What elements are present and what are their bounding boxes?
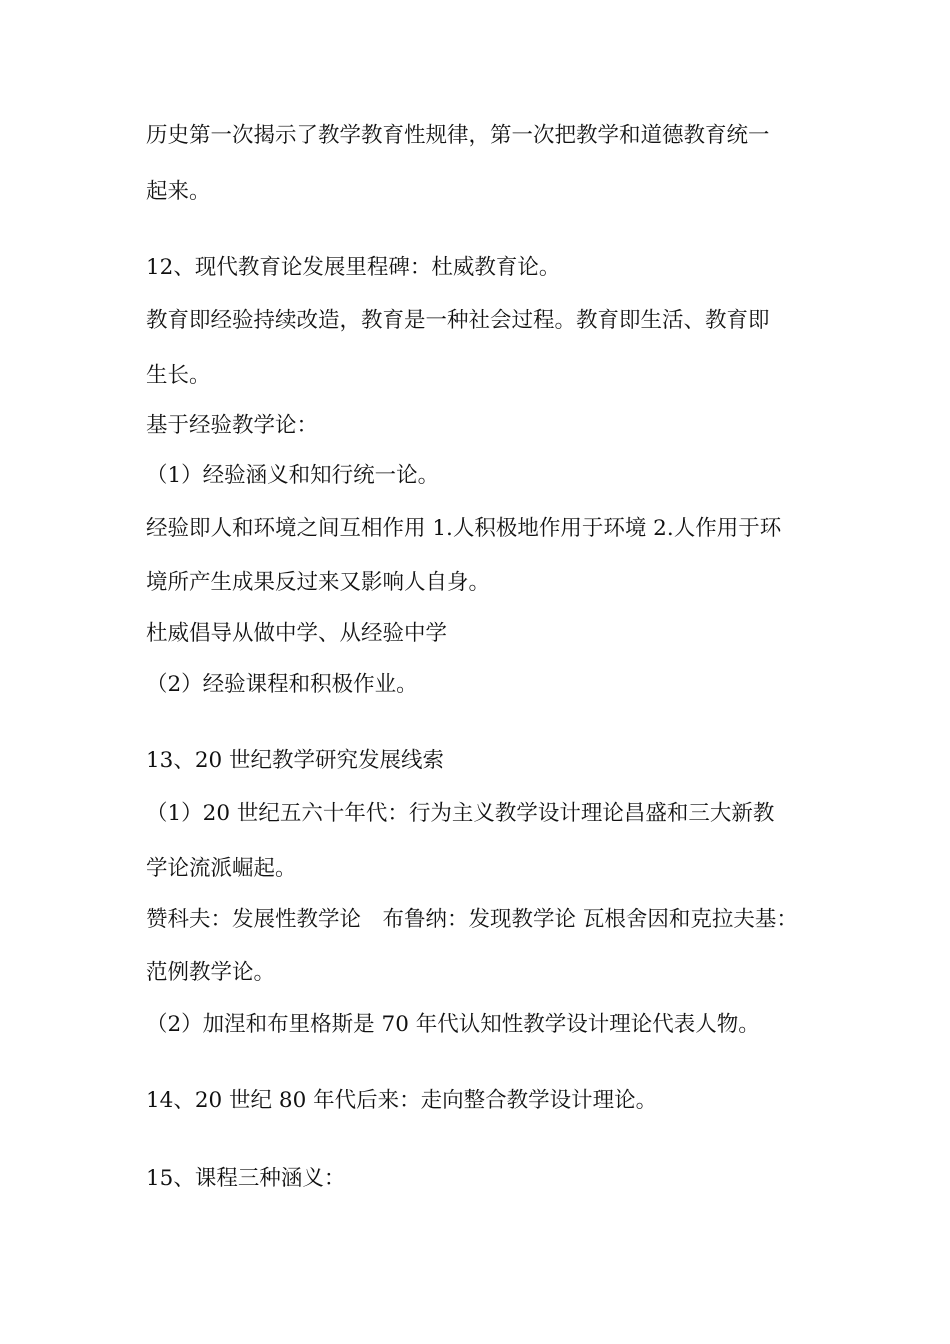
list-item: （2）经验课程和积极作业。 — [146, 672, 418, 697]
section-heading: 15、课程三种涵义： — [146, 1166, 346, 1191]
list-item: （1）20 世纪五六十年代：行为主义教学设计理论昌盛和三大新教 — [146, 801, 775, 826]
text-line: 教育即经验持续改造，教育是一种社会过程。教育即生活、教育即 — [146, 308, 770, 333]
text-line: 起来。 — [146, 179, 211, 204]
text-line: 经验即人和环境之间互相作用 1.人积极地作用于环境 2.人作用于环 — [146, 516, 782, 541]
text-line: 历史第一次揭示了教学教育性规律，第一次把教学和道德教育统一 — [146, 123, 770, 148]
text-line: 境所产生成果反过来又影响人自身。 — [146, 570, 491, 595]
list-item: （2）加涅和布里格斯是 70 年代认知性教学设计理论代表人物。 — [146, 1012, 760, 1037]
text-line: 赞科夫：发展性教学论 布鲁纳：发现教学论 瓦根舍因和克拉夫基： — [146, 907, 798, 932]
text-line: 生长。 — [146, 363, 211, 388]
section-heading: 13、20 世纪教学研究发展线索 — [146, 748, 445, 773]
text-line: 基于经验教学论： — [146, 413, 319, 438]
text-line: 学论流派崛起。 — [146, 856, 297, 881]
text-line: 杜威倡导从做中学、从经验中学 — [146, 621, 448, 646]
text-line: 范例教学论。 — [146, 960, 276, 985]
list-item: （1）经验涵义和知行统一论。 — [146, 463, 440, 488]
section-heading: 12、现代教育论发展里程碑：杜威教育论。 — [146, 255, 561, 280]
section-heading: 14、20 世纪 80 年代后来：走向整合教学设计理论。 — [146, 1088, 658, 1113]
